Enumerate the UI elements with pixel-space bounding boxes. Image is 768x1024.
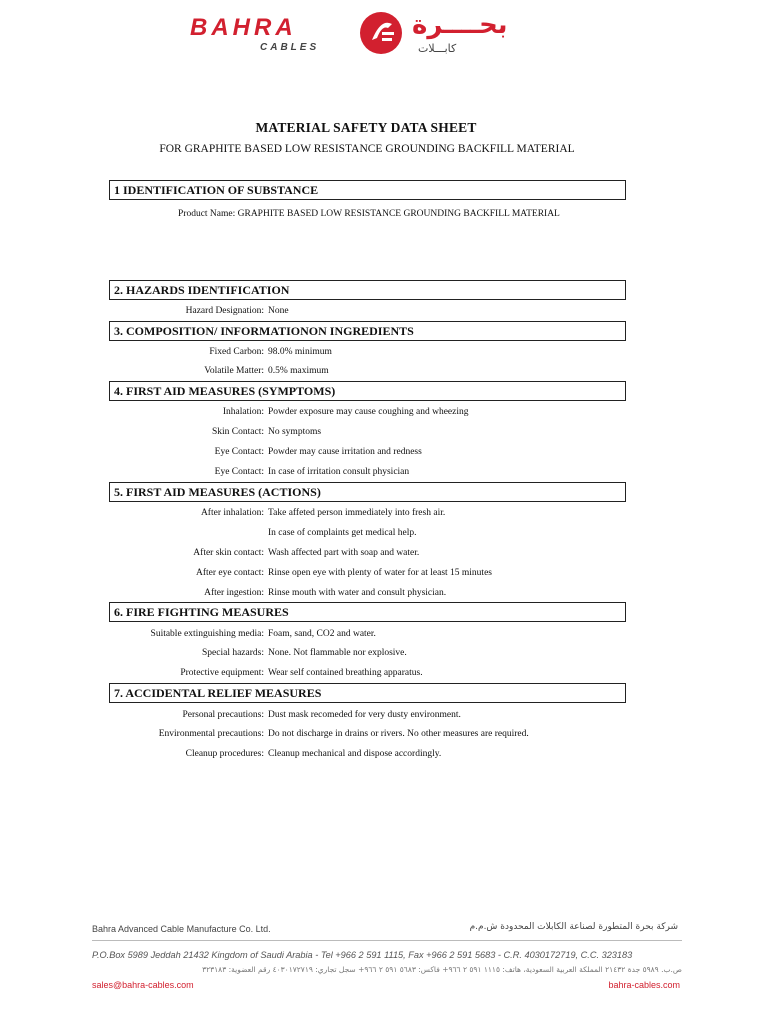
section-heading-text: 3. COMPOSITION/ INFORMATIONON INGREDIENTS (114, 324, 414, 338)
field-label: Cleanup procedures: (185, 749, 264, 759)
field-label: Eye Contact: (214, 447, 264, 457)
field-label: After ingestion: (204, 588, 264, 598)
logo-arabic-sub: كابـــلات (418, 42, 457, 55)
document-subtitle: FOR GRAPHITE BASED LOW RESISTANCE GROUNDING BACKFILL MATERIAL (159, 143, 575, 155)
field-row (0, 465, 640, 479)
field-value: None (268, 306, 289, 316)
field-row (0, 666, 640, 680)
section-2-heading (109, 280, 626, 300)
field-value: None. Not flammable nor explosive. (268, 648, 407, 658)
field-label: Suitable extinguishing media: (150, 629, 264, 639)
field-row (0, 727, 640, 741)
logo-emblem-icon (358, 10, 404, 56)
field-label: After eye contact: (195, 568, 264, 578)
section-3-heading (109, 321, 626, 341)
document-title: MATERIAL SAFETY DATA SHEET (255, 120, 477, 135)
field-label: Eye Contact: (214, 467, 264, 477)
footer-email-link[interactable]: sales@bahra-cables.com (92, 980, 194, 990)
field-value: Wear self contained breathing apparatus. (268, 668, 423, 678)
field-label: Protective equipment: (180, 668, 264, 678)
footer-company-name: Bahra Advanced Cable Manufacture Co. Ltd. (92, 924, 271, 934)
field-row (0, 627, 640, 641)
field-value: Powder exposure may cause coughing and wheezing (268, 407, 469, 417)
field-row (0, 586, 640, 600)
product-name: Product Name: GRAPHITE BASED LOW RESISTANCE GROUNDING BACKFILL MATERIAL (178, 209, 560, 219)
logo-name: BAHRA (190, 14, 297, 41)
field-label: Volatile Matter: (204, 366, 264, 376)
footer-website-link[interactable]: bahra-cables.com (608, 980, 680, 990)
field-value: In case of irritation consult physician (268, 467, 410, 477)
section-heading-text: 4. FIRST AID MEASURES (SYMPTOMS) (114, 384, 336, 398)
field-row (0, 546, 640, 560)
field-row (0, 566, 640, 580)
field-label: Hazard Designation: (185, 306, 264, 316)
field-value: Dust mask recomeded for very dusty environment. (268, 710, 461, 720)
field-row (0, 405, 640, 419)
field-row (0, 708, 640, 722)
field-row (0, 646, 640, 660)
section-4-heading (109, 381, 626, 401)
field-value: Wash affected part with soap and water. (268, 548, 420, 558)
section-heading-text: 1 IDENTIFICATION OF SUBSTANCE (114, 183, 319, 197)
field-label: Inhalation: (222, 407, 264, 417)
company-logo (190, 10, 590, 60)
section-5-heading (109, 482, 626, 502)
footer-divider (92, 940, 682, 941)
field-label: Personal precautions: (182, 710, 264, 720)
field-value: Cleanup mechanical and dispose accordingly. (268, 749, 442, 759)
footer-address-arabic: ص.ب. ٥٩٨٩ جدة ٢١٤٣٢ المملكة العربية السعودية، هاتف: ١١١٥ ٥٩١ ٢ ٩٦٦+ فاكس: ٥٦٨٣ ٥٩١ ٢ ٩٦٦+ سجل تجاري: ٤٠٣٠١٧٢٧١٩ رقم العضوية: ٣٢٣١٨٣ (202, 965, 682, 974)
field-value: Rinse mouth with water and consult physician. (268, 588, 447, 598)
field-row (0, 506, 640, 520)
field-row (0, 345, 640, 359)
field-row (0, 304, 640, 318)
section-heading-text: 2. HAZARDS IDENTIFICATION (114, 283, 290, 297)
footer-address: P.O.Box 5989 Jeddah 21432 Kingdom of Saudi Arabia - Tel +966 2 591 1115, Fax +966 2 591 5683 - C.R. 4030172719, C.C. 323183 (92, 950, 633, 960)
field-value: Take affeted person immediately into fresh air. (268, 508, 446, 518)
field-value: 0.5% maximum (268, 366, 329, 376)
field-row (0, 445, 640, 459)
field-value: Do not discharge in drains or rivers. No other measures are required. (268, 729, 529, 739)
field-label: Special hazards: (202, 648, 264, 658)
section-6-heading (109, 602, 626, 622)
section-heading-text: 7. ACCIDENTAL RELIEF MEASURES (114, 686, 322, 700)
field-row (0, 425, 640, 439)
logo-arabic-name: بحــــرة (412, 10, 508, 40)
field-label: Skin Contact: (212, 427, 264, 437)
field-value: Rinse open eye with plenty of water for at least 15 minutes (268, 568, 492, 578)
field-value: 98.0% minimum (268, 347, 332, 357)
section-heading-text: 5. FIRST AID MEASURES (ACTIONS) (114, 485, 321, 499)
field-value: Foam, sand, CO2 and water. (268, 629, 376, 639)
field-label: After skin contact: (193, 548, 264, 558)
section-heading-text: 6. FIRE FIGHTING MEASURES (114, 605, 289, 619)
field-label: Environmental precautions: (158, 729, 264, 739)
logo-sub: CABLES (260, 42, 320, 53)
field-value: Powder may cause irritation and redness (268, 447, 422, 457)
field-value: In case of complaints get medical help. (268, 528, 417, 538)
field-row (0, 747, 640, 761)
field-row (0, 526, 640, 540)
section-1-heading (109, 180, 626, 200)
field-label: Fixed Carbon: (209, 347, 264, 357)
section-7-heading (109, 683, 626, 703)
footer-company-name-arabic: شركة بحرة المتطورة لصناعة الكابلات المحدودة ش.م.م (469, 922, 678, 932)
field-label: After inhalation: (200, 508, 264, 518)
field-value: No symptoms (268, 427, 322, 437)
field-row (0, 364, 640, 378)
